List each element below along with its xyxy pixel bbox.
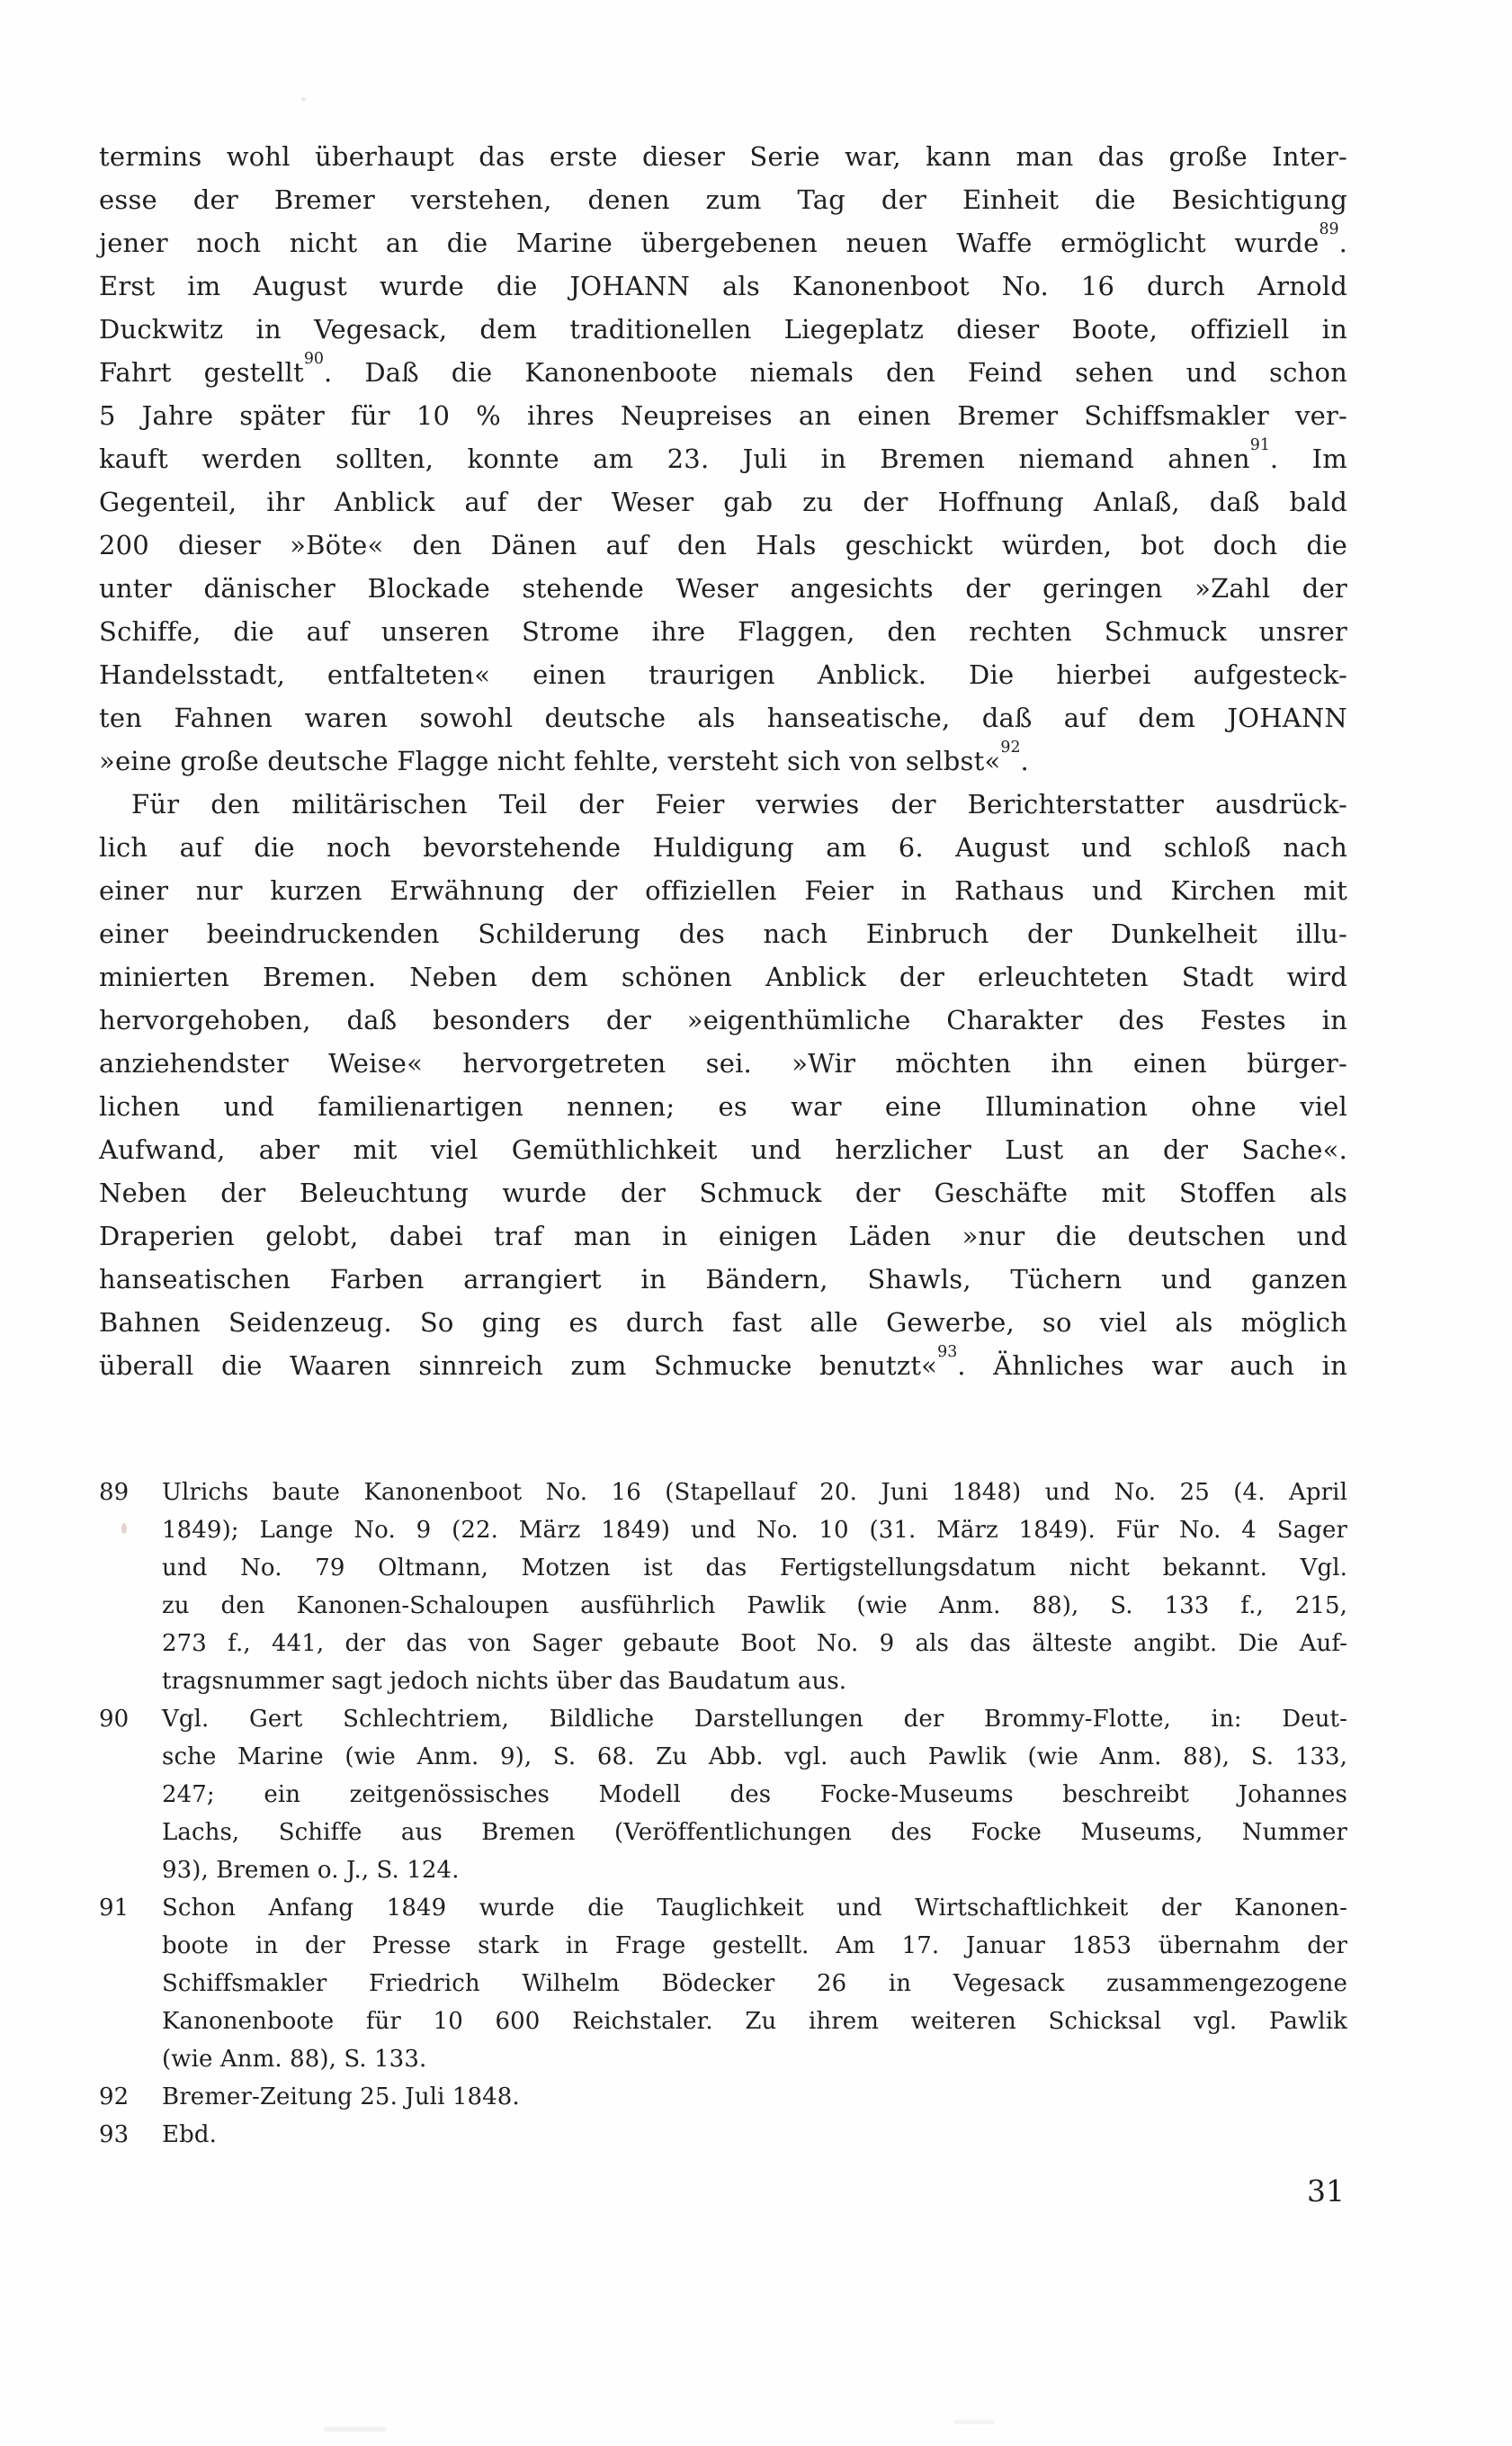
text-line: 5 Jahre später für 10 % ihres Neupreises an einen Bremer Schiffsmakler ver- xyxy=(99,400,1347,431)
footnote-line: Vgl. Gert Schlechtriem, Bildliche Darstellungen der Brommy-Flotte, in: Deut- xyxy=(162,1706,1347,1733)
text-line: Bahnen Seidenzeug. So ging es durch fast alle Gewerbe, so viel als möglich xyxy=(99,1307,1347,1338)
footnote-number: 89 xyxy=(99,1479,130,1506)
text-line: »eine große deutsche Flagge nicht fehlte, versteht sich von selbst«$^{92}$. xyxy=(99,738,1029,776)
footnote-line: Ulrichs baute Kanonenboot No. 16 (Stapellauf 20. Juni 1848) und No. 25 (4. April xyxy=(162,1479,1347,1506)
footnote-line: 247; ein zeitgenössisches Modell des Focke-Museums beschreibt Johannes xyxy=(162,1781,1347,1808)
text-line: minierten Bremen. Neben dem schönen Anblick der erleuchteten Stadt wird xyxy=(99,962,1347,992)
footnote-line: und No. 79 Oltmann, Motzen ist das Fertigstellungsdatum nicht bekannt. Vgl. xyxy=(162,1555,1347,1581)
footnote xyxy=(99,2078,1347,2116)
footnotes-section xyxy=(99,1474,1347,2154)
paragraph xyxy=(99,135,1347,783)
text-line: Neben der Beleuchtung wurde der Schmuck der Geschäfte mit Stoffen als xyxy=(99,1178,1347,1208)
footnote-text xyxy=(162,1889,1347,2078)
text-line: Fahrt gestellt$^{90}$. Daß die Kanonenboote niemals den Feind sehen und schon xyxy=(99,349,1347,388)
footnote xyxy=(99,2116,1347,2154)
footnote-line: zu den Kanonen-Schaloupen ausführlich Pawlik (wie Anm. 88), S. 133 f., 215, xyxy=(162,1592,1347,1619)
text-line: ten Fahnen waren sowohl deutsche als hanseatische, daß auf dem JOHANN xyxy=(99,703,1347,733)
text-line: Gegenteil, ihr Anblick auf der Weser gab zu der Hoffnung Anlaß, daß bald xyxy=(99,487,1347,517)
text-line: einer nur kurzen Erwähnung der offiziellen Feier in Rathaus und Kirchen mit xyxy=(99,875,1347,906)
text-line: kauft werden sollten, konnte am 23. Juli in Bremen niemand ahnen$^{91}$. Im xyxy=(99,435,1347,474)
footnote-line: 273 f., 441, der das von Sager gebaute Boot No. 9 als das älteste angibt. Die Auf- xyxy=(162,1630,1347,1657)
scan-artifact xyxy=(324,2427,387,2432)
footnote-number: 93 xyxy=(99,2121,130,2148)
text-line: Erst im August wurde die JOHANN als Kanonenboot No. 16 durch Arnold xyxy=(99,271,1347,301)
text-line: einer beeindruckenden Schilderung des nach Einbruch der Dunkelheit illu- xyxy=(99,918,1347,949)
text-line: Draperien gelobt, dabei traf man in einigen Läden »nur die deutschen und xyxy=(99,1221,1347,1251)
text-line: lichen und familienartigen nennen; es war eine Illumination ohne viel xyxy=(99,1091,1347,1122)
footnote-text xyxy=(162,2078,1347,2116)
footnote-reference: 93 xyxy=(937,1342,958,1361)
footnote-text xyxy=(162,1700,1347,1889)
footnote-text xyxy=(162,1474,1347,1700)
footnote-line: Kanonenboote für 10 600 Reichstaler. Zu ihrem weiteren Schicksal vgl. Pawlik xyxy=(162,2008,1347,2035)
footnote-line: boote in der Presse stark in Frage gestellt. Am 17. Januar 1853 übernahm der xyxy=(162,1932,1347,1959)
text-line: jener noch nicht an die Marine übergebenen neuen Waffe ermöglicht wurde$^{89}$. xyxy=(99,220,1347,258)
text-line: hanseatischen Farben arrangiert in Bändern, Shawls, Tüchern und ganzen xyxy=(99,1264,1347,1295)
footnote xyxy=(99,1889,1347,2078)
footnote-line: 93), Bremen o. J., S. 124. xyxy=(162,1857,460,1884)
footnote-line: Lachs, Schiffe aus Bremen (Veröffentlichungen des Focke Museums, Nummer xyxy=(162,1819,1347,1846)
text-line: anziehendster Weise« hervorgetreten sei. »Wir möchten ihn einen bürger- xyxy=(99,1048,1347,1079)
footnote-line: Schiffsmakler Friedrich Wilhelm Bödecker 26 in Vegesack zusammengezogene xyxy=(162,1970,1347,1997)
main-text xyxy=(99,135,1347,1387)
footnote-line: 1849); Lange No. 9 (22. März 1849) und No. 10 (31. März 1849). Für No. 4 Sager xyxy=(162,1517,1347,1544)
text-line: hervorgehoben, daß besonders der »eigenthümliche Charakter des Festes in xyxy=(99,1005,1347,1035)
footnote-line: Schon Anfang 1849 wurde die Tauglichkeit und Wirtschaftlichkeit der Kanonen- xyxy=(162,1895,1347,1922)
footnote-reference: 92 xyxy=(1000,738,1021,757)
footnote-reference: 89 xyxy=(1319,220,1339,238)
text-line: Aufwand, aber mit viel Gemüthlichkeit und herzlicher Lust an der Sache«. xyxy=(99,1134,1347,1165)
page-number: 31 xyxy=(1307,2173,1345,2209)
text-line: Für den militärischen Teil der Feier verwies der Berichterstatter ausdrück- xyxy=(131,789,1347,820)
footnote xyxy=(99,1700,1347,1889)
footnote-line: Ebd. xyxy=(162,2121,217,2148)
footnote-number: 91 xyxy=(99,1895,130,1922)
scan-artifact xyxy=(953,2420,995,2424)
footnote-number: 92 xyxy=(99,2083,130,2110)
text-line: esse der Bremer verstehen, denen zum Tag der Einheit die Besichtigung xyxy=(99,184,1347,215)
text-line: termins wohl überhaupt das erste dieser Serie war, kann man das große Inter- xyxy=(99,141,1347,172)
text-line: 200 dieser »Böte« den Dänen auf den Hals geschickt würden, bot doch die xyxy=(99,530,1347,560)
text-line: Duckwitz in Vegesack, dem traditionellen Liegeplatz dieser Boote, offiziell in xyxy=(99,314,1347,345)
footnote-line: sche Marine (wie Anm. 9), S. 68. Zu Abb. vgl. auch Pawlik (wie Anm. 88), S. 133, xyxy=(162,1743,1347,1770)
scan-artifact xyxy=(301,97,306,102)
footnote xyxy=(99,1474,1347,1700)
paragraph xyxy=(99,783,1347,1387)
footnote-number: 90 xyxy=(99,1706,130,1733)
footnote-line: (wie Anm. 88), S. 133. xyxy=(162,2046,427,2073)
footnote-reference: 90 xyxy=(303,349,324,368)
footnote-reference: 91 xyxy=(1249,435,1270,454)
text-line: lich auf die noch bevorstehende Huldigung am 6. August und schloß nach xyxy=(99,832,1347,863)
text-line: unter dänischer Blockade stehende Weser angesichts der geringen »Zahl der xyxy=(99,573,1347,604)
footnote-line: tragsnummer sagt jedoch nichts über das Baudatum aus. xyxy=(162,1668,847,1695)
text-line: Schiffe, die auf unseren Strome ihre Flaggen, den rechten Schmuck unsrer xyxy=(99,616,1347,647)
text-line: überall die Waaren sinnreich zum Schmucke benutzt«$^{93}$. Ähnliches war auch in xyxy=(99,1342,1347,1381)
text-line: Handelsstadt, entfalteten« einen traurigen Anblick. Die hierbei aufgesteck- xyxy=(99,659,1347,690)
footnote-text xyxy=(162,2116,1347,2154)
footnote-line: Bremer-Zeitung 25. Juli 1848. xyxy=(162,2083,520,2110)
